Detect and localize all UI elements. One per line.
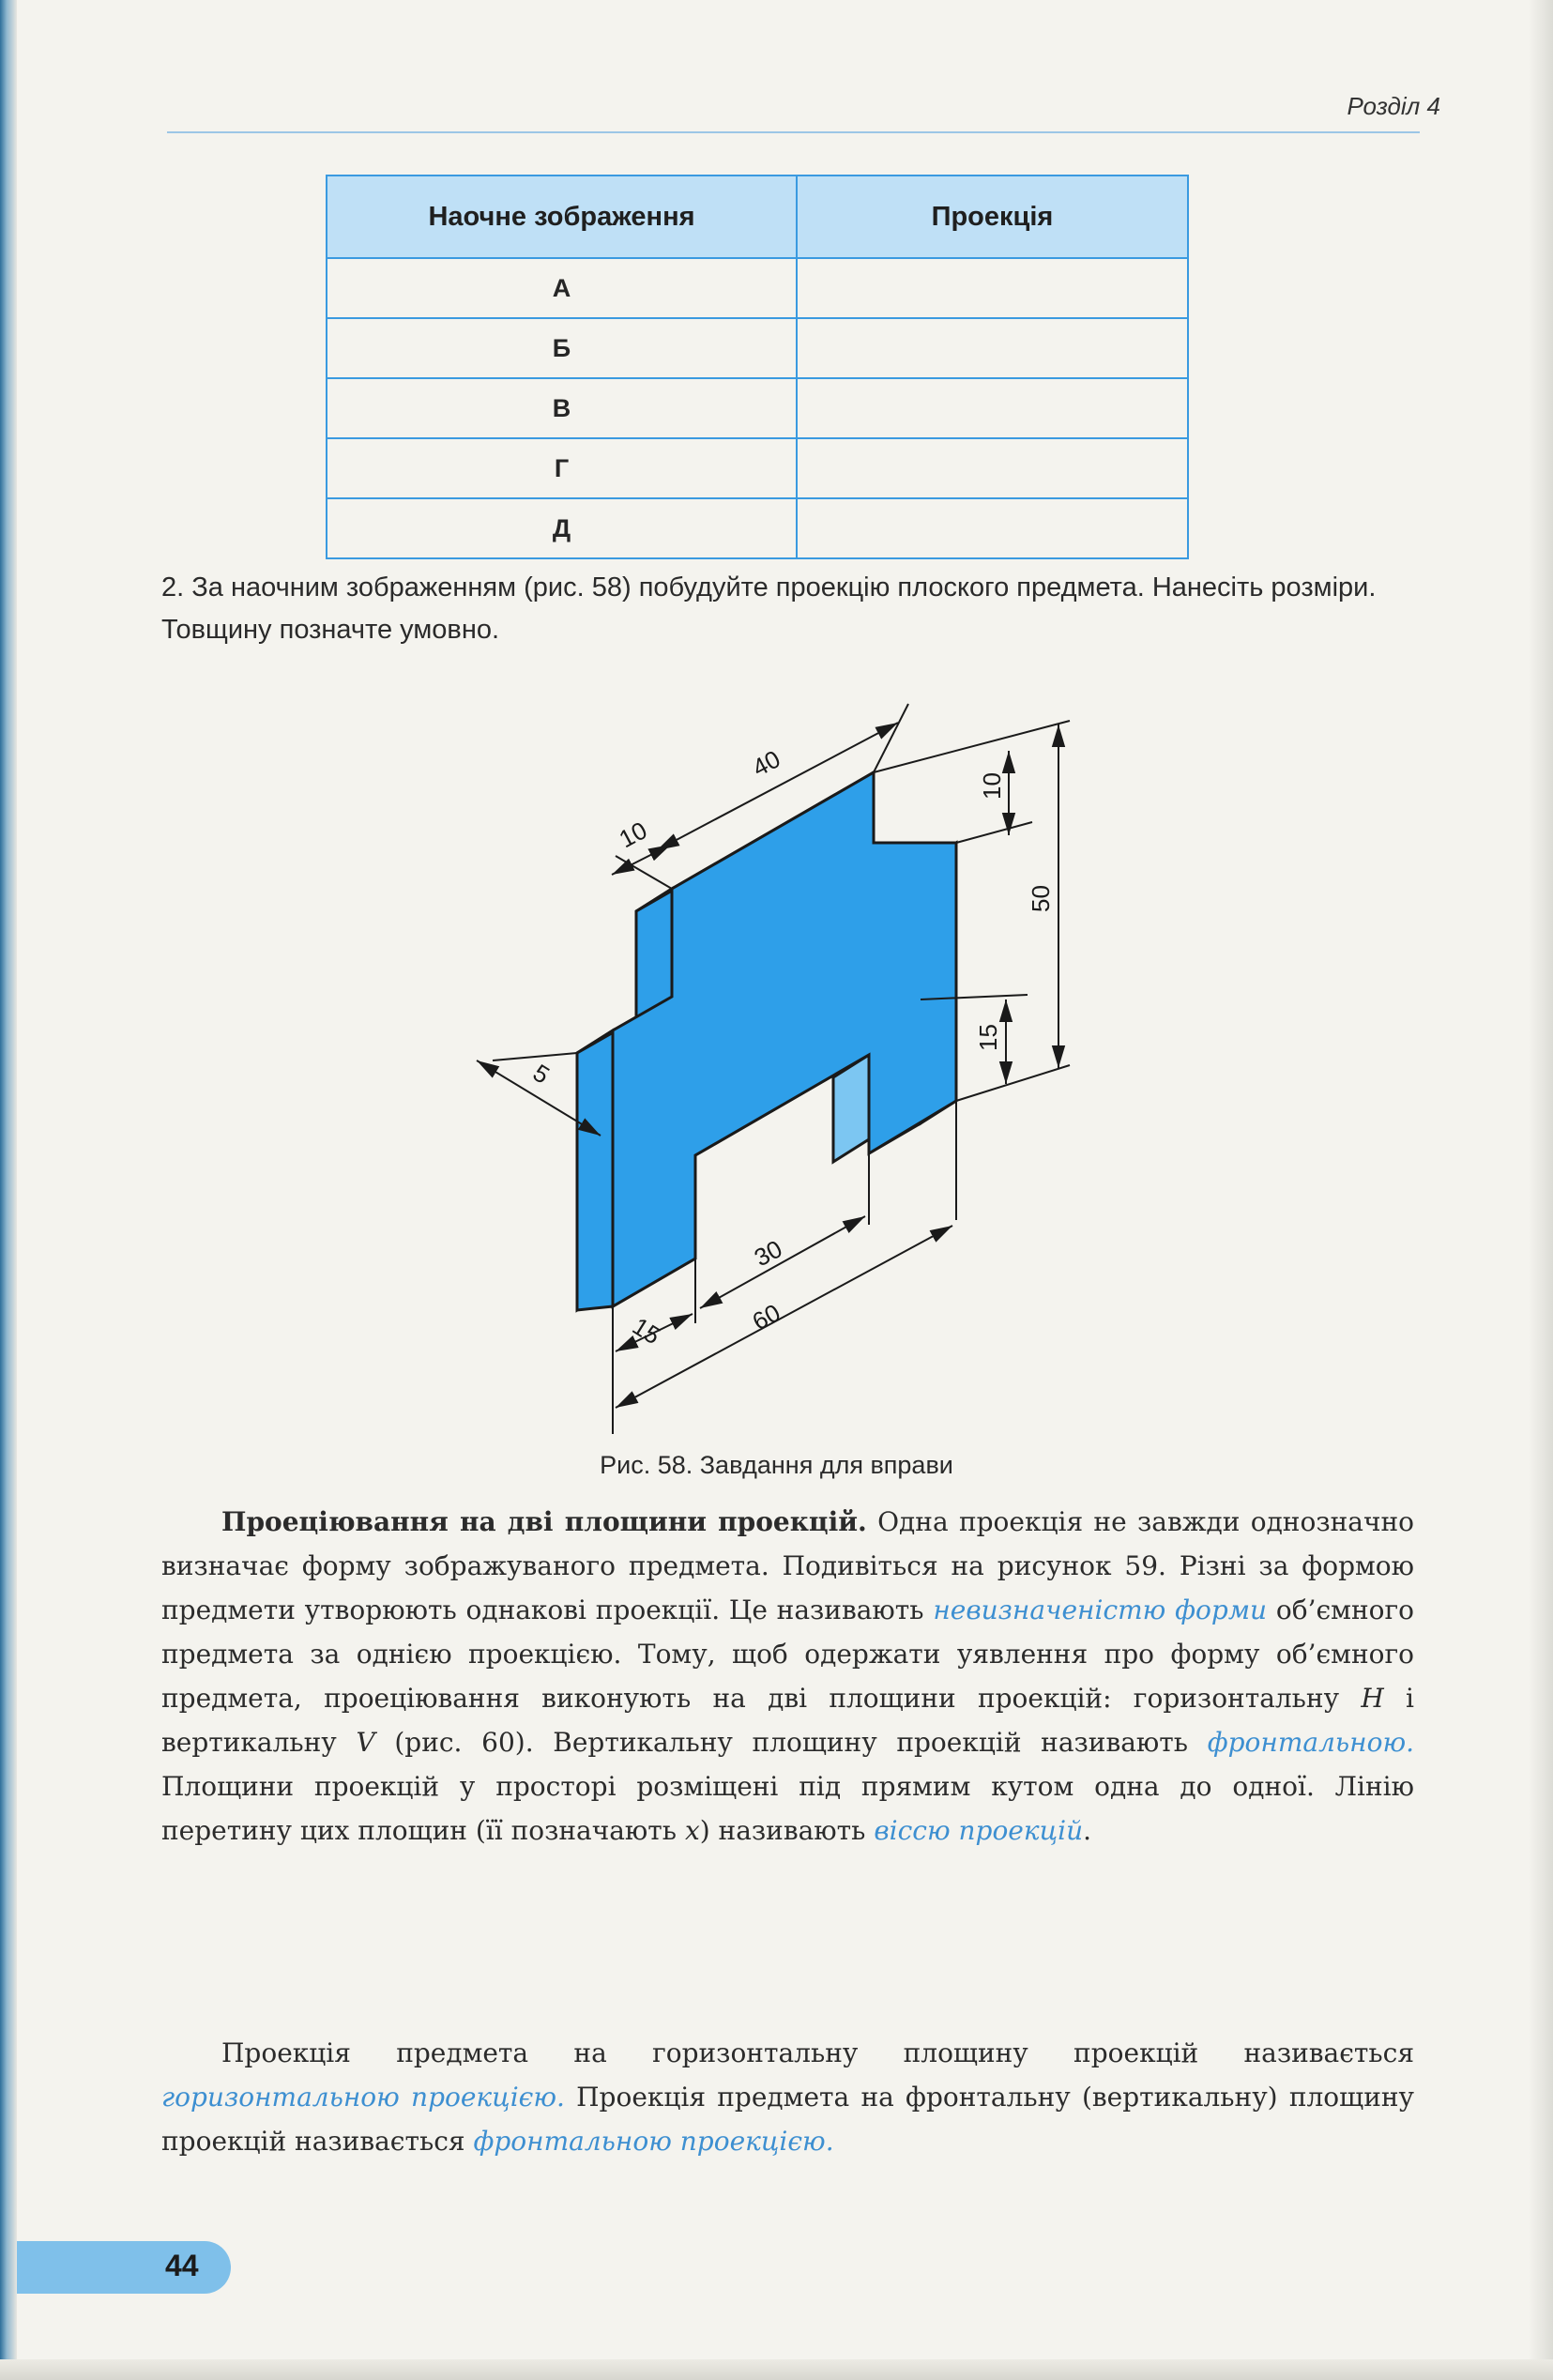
page-bottom-edge [0,2359,1553,2380]
header-rule [167,131,1420,133]
table-header-row [327,175,1188,258]
table-row [327,318,1188,378]
dim-label-40: 40 [747,744,785,783]
answer-cell[interactable] [797,318,1188,378]
row-label: Д [327,498,797,558]
paragraph-projection-two-planes [161,1500,1414,1853]
text-run: (рис. 60). Вертикальну площину проекцій називають [374,1727,1208,1758]
page-right-edge [1529,0,1553,2380]
page-number: 44 [165,2249,199,2282]
term-projection-axis: віссю проекцій [874,1815,1084,1846]
text-run: ) називають [699,1815,875,1846]
extension-line [874,704,908,772]
dim-label-30: 30 [749,1234,787,1273]
row-label: Б [327,318,797,378]
symbol-x: x [684,1815,700,1846]
text-run: Площини проекцій у просторі розміщені під прямим кутом одна до одної. Лінію перетину цих площин (її позначають [161,1771,1414,1846]
text-run: і вертикальну [161,1683,1414,1758]
term-shape-uncertainty: невизначеністю форми [933,1594,1268,1625]
extension-line [493,1053,577,1060]
dim-label-60: 60 [747,1298,785,1336]
extension-line [956,1065,1070,1101]
header-visual-image: Наочне зображення [327,175,797,258]
answer-cell[interactable] [797,438,1188,498]
term-horizontal-projection: горизонтальною проекцією. [161,2082,565,2113]
dim-label-15-right: 15 [974,1024,1002,1051]
term-frontal-projection: фронтальною проекцією. [473,2126,834,2157]
row-label: А [327,258,797,318]
running-head: Розділ 4 [1347,92,1440,120]
answer-table [326,175,1189,559]
answer-cell[interactable] [797,258,1188,318]
text-run: Одна проекція не завжди однозначно визначає форму зображуваного предмета. Подивіться на рисунок 59. Різні за формою предмети утворюють однакові проекції. Це називають [161,1506,1414,1625]
answer-cell[interactable] [797,498,1188,558]
figure-58-isometric-drawing [432,657,1126,1483]
text-run: Проекція предмета на фронтальну (вертикальну) площину проекцій називається [161,2082,1414,2157]
table-row [327,258,1188,318]
figure-caption: Рис. 58. Завдання для вправи [600,1451,953,1479]
row-label: В [327,378,797,438]
paragraph-lead: Проеціювання на дві площини проекцій. [221,1506,867,1537]
page-left-edge [0,0,17,2380]
paragraph-projection-definitions [161,2031,1414,2163]
table-row [327,438,1188,498]
dim-label-5: 5 [527,1058,555,1090]
text-run: об’ємного предмета за однією проекцією. Тому, щоб одержати уявлення про форму об’ємного предмета, проеціювання виконують на дві площини проекцій: горизонтальну [161,1594,1414,1714]
row-label: Г [327,438,797,498]
front-face-main [613,772,956,1306]
symbol-v: V [356,1727,375,1758]
extension-line [956,822,1032,843]
dim-label-15-bottom: 15 [627,1311,666,1350]
dim-label-50: 50 [1027,885,1055,912]
table-row [327,378,1188,438]
text-run: Проекція предмета на горизонтальну площину проекцій називається [221,2037,1414,2068]
dim-label-10-top: 10 [614,816,652,854]
extension-line [616,856,672,889]
answer-cell[interactable] [797,378,1188,438]
symbol-h: H [1361,1683,1384,1714]
term-frontal: фронтальною. [1207,1727,1415,1758]
dim-line-30 [700,1216,865,1308]
dim-label-10-right: 10 [978,772,1006,800]
header-projection: Проекція [797,175,1188,258]
extension-line [874,721,1070,772]
table-row [327,498,1188,558]
task-2-text: 2. За наочним зображенням (рис. 58) побудуйте проекцію плоского предмета. Нанесіть розміри. Товщину позначте умовно. [161,572,1377,645]
text-run: . [1083,1815,1092,1846]
